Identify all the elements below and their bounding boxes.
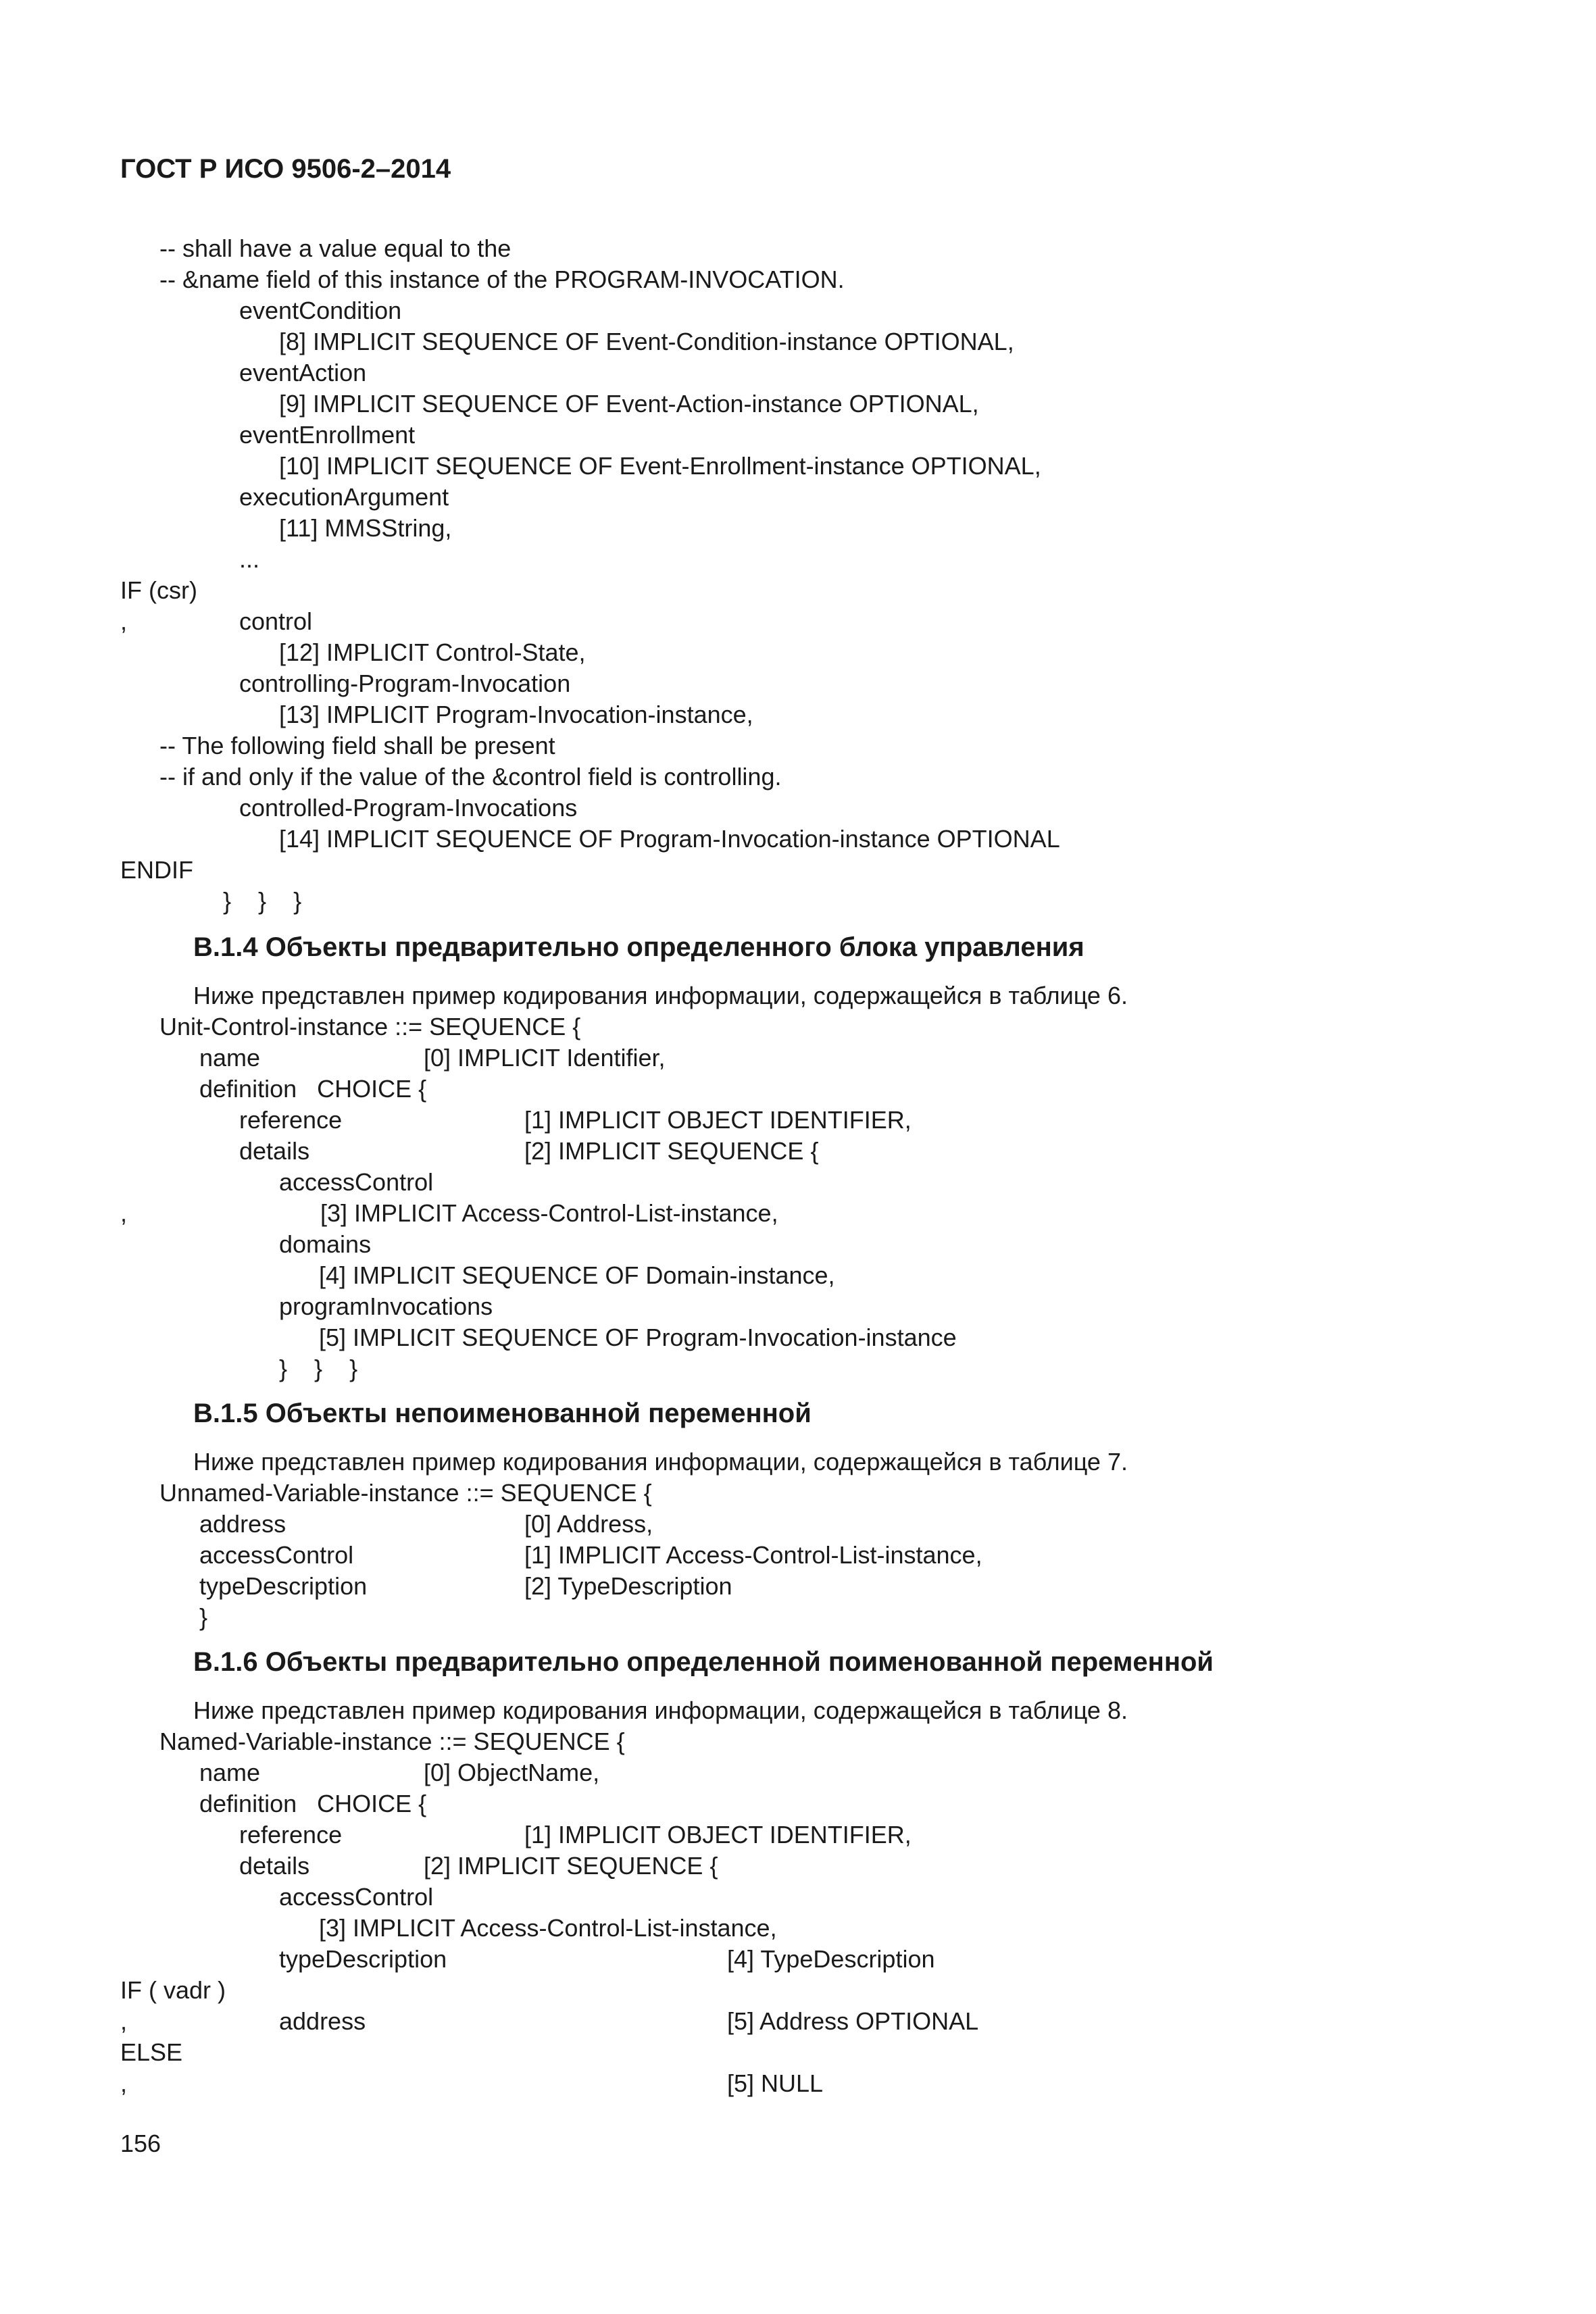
code-directive: ENDIF (120, 856, 193, 884)
code-comma: , (120, 2007, 128, 2035)
section-heading-b15: B.1.5 Объекты непоименованной переменной (193, 1399, 812, 1428)
code-comma: , (120, 607, 128, 635)
code-type: [1] IMPLICIT Access-Control-List-instance, (524, 1541, 982, 1569)
code-definition: Unnamed-Variable-instance ::= SEQUENCE { (159, 1479, 652, 1507)
code-type: [5] Address OPTIONAL (727, 2007, 979, 2035)
document-header: ГОСТ Р ИСО 9506-2–2014 (120, 154, 451, 184)
code-field: name (199, 1759, 261, 1786)
code-type: [5] IMPLICIT SEQUENCE OF Program-Invocation-instance (319, 1324, 957, 1351)
code-type: [0] Address, (524, 1510, 653, 1538)
code-type: [2] IMPLICIT SEQUENCE { (524, 1137, 819, 1165)
code-type: [4] IMPLICIT SEQUENCE OF Domain-instance, (319, 1261, 835, 1289)
code-type: [4] TypeDescription (727, 1945, 935, 1973)
code-field: typeDescription (199, 1572, 368, 1600)
code-field: definition CHOICE { (199, 1790, 427, 1817)
section-heading-b16: B.1.6 Объекты предварительно определенной поименованной переменной (193, 1647, 1214, 1677)
code-type: [14] IMPLICIT SEQUENCE OF Program-Invocation-instance OPTIONAL (279, 825, 1060, 853)
code-closing-braces: } } } (223, 887, 302, 915)
code-type: [5] NULL (727, 2069, 824, 2097)
code-field: details (239, 1137, 310, 1165)
code-field: executionArgument (239, 483, 449, 511)
code-type: [12] IMPLICIT Control-State, (279, 638, 586, 666)
code-type: [0] IMPLICIT Identifier, (424, 1044, 666, 1072)
code-field: details (239, 1852, 310, 1880)
code-comma: , (120, 1199, 128, 1227)
code-type: [2] TypeDescription (524, 1572, 732, 1600)
page-number: 156 (120, 2130, 161, 2157)
code-field: eventEnrollment (239, 421, 416, 449)
code-field: accessControl (199, 1541, 354, 1569)
code-type: [13] IMPLICIT Program-Invocation-instance, (279, 701, 753, 728)
code-comment: -- if and only if the value of the &control field is controlling. (159, 763, 782, 790)
code-field: controlled-Program-Invocations (239, 794, 578, 822)
code-directive: IF ( vadr ) (120, 1976, 226, 2004)
code-type: [1] IMPLICIT OBJECT IDENTIFIER, (524, 1106, 912, 1134)
code-field: controlling-Program-Invocation (239, 670, 571, 697)
code-directive: ELSE (120, 2038, 183, 2066)
code-ellipsis: ... (239, 545, 260, 573)
code-comma: , (120, 2069, 128, 2097)
code-type: [1] IMPLICIT OBJECT IDENTIFIER, (524, 1821, 912, 1848)
code-definition: Named-Variable-instance ::= SEQUENCE { (159, 1728, 625, 1755)
code-field: definition CHOICE { (199, 1075, 427, 1103)
paragraph-text: Ниже представлен пример кодирования информации, содержащейся в таблице 8. (193, 1696, 1128, 1724)
code-field: accessControl (279, 1883, 434, 1911)
code-field: address (279, 2007, 366, 2035)
code-closing-brace: } (199, 1603, 208, 1631)
code-type: [10] IMPLICIT SEQUENCE OF Event-Enrollment-instance OPTIONAL, (279, 452, 1041, 480)
code-definition: Unit-Control-instance ::= SEQUENCE { (159, 1013, 581, 1040)
code-field: reference (239, 1106, 343, 1134)
code-type: [3] IMPLICIT Access-Control-List-instance, (320, 1199, 778, 1227)
code-comment: -- shall have a value equal to the (159, 234, 512, 262)
code-field: domains (279, 1230, 372, 1258)
code-field: eventCondition (239, 297, 402, 324)
code-type: [0] ObjectName, (424, 1759, 600, 1786)
paragraph-text: Ниже представлен пример кодирования информации, содержащейся в таблице 6. (193, 982, 1128, 1009)
section-heading-b14: B.1.4 Объекты предварительно определенного блока управления (193, 932, 1084, 962)
code-type: [11] MMSString, (279, 514, 452, 542)
code-field: eventAction (239, 359, 367, 386)
code-closing-braces: } } } (279, 1355, 358, 1382)
code-field: control (239, 607, 313, 635)
code-type: [3] IMPLICIT Access-Control-List-instance, (319, 1914, 777, 1942)
code-comment: -- &name field of this instance of the PROGRAM-INVOCATION. (159, 266, 845, 293)
code-field: address (199, 1510, 286, 1538)
code-type: [9] IMPLICIT SEQUENCE OF Event-Action-instance OPTIONAL, (279, 390, 979, 418)
code-field: reference (239, 1821, 343, 1848)
code-type: [8] IMPLICIT SEQUENCE OF Event-Condition-instance OPTIONAL, (279, 328, 1014, 355)
code-directive: IF (csr) (120, 576, 197, 604)
paragraph-text: Ниже представлен пример кодирования информации, содержащейся в таблице 7. (193, 1448, 1128, 1476)
code-field: programInvocations (279, 1292, 493, 1320)
code-comment: -- The following field shall be present (159, 732, 555, 759)
code-field: typeDescription (279, 1945, 447, 1973)
code-field: accessControl (279, 1168, 434, 1196)
code-field: name (199, 1044, 261, 1072)
code-type: [2] IMPLICIT SEQUENCE { (424, 1852, 718, 1880)
